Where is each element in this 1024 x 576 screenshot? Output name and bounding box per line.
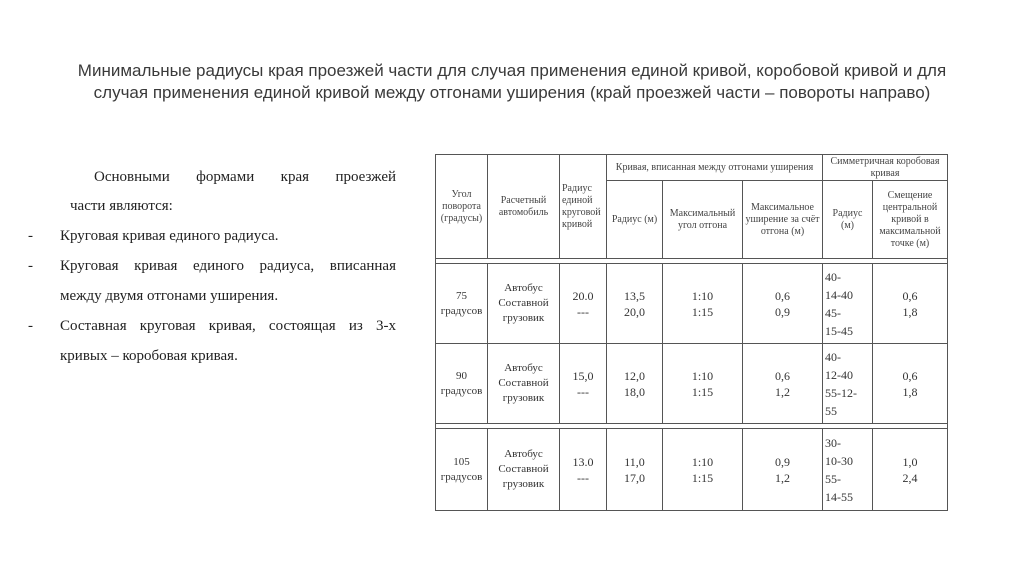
table-row	[436, 429, 948, 511]
header-max-angle: Максимальный угол отгона	[663, 181, 743, 259]
cell-sym-shift	[873, 429, 948, 511]
bullet-item	[28, 221, 396, 251]
value: 2,4	[902, 470, 918, 485]
header-radius-m: Радиус (м)	[607, 181, 663, 259]
value: 1:10	[691, 454, 714, 469]
value: 0,9	[775, 304, 790, 319]
cell-sym-shift	[873, 264, 948, 344]
value: 1,8	[902, 384, 918, 399]
value: ---	[577, 470, 589, 485]
cell-vehicle	[488, 264, 560, 344]
cell-max-angle	[663, 344, 743, 424]
cell-radius	[607, 429, 663, 511]
cell-max-widening	[743, 429, 823, 511]
radius-table	[435, 154, 948, 511]
value: 15-45	[825, 323, 853, 338]
cell-radius-single	[560, 344, 607, 424]
cell-radius	[607, 264, 663, 344]
cell-sym-radius	[823, 264, 873, 344]
value: 0,6	[902, 288, 918, 303]
bullet-text-continued: кривых – коробовая кривая.	[60, 348, 238, 364]
vehicle-bus: Автобус	[504, 448, 543, 460]
bullet-dash: -	[28, 228, 33, 244]
value: 20.0	[572, 288, 594, 303]
value: 55-12-	[825, 385, 857, 400]
header-sym-shift: Смещение центральной кривой в максимальной точке (м)	[873, 181, 948, 259]
header-angle: Угол поворота (градусы)	[436, 155, 488, 259]
cell-max-angle	[663, 264, 743, 344]
cell-angle: 105 градусов	[436, 429, 488, 511]
value: 0,6	[775, 368, 790, 383]
value: 20,0	[624, 304, 645, 319]
value: 55-	[825, 471, 841, 486]
table-row	[436, 344, 948, 424]
text-block	[28, 163, 396, 371]
value: 55	[825, 403, 837, 418]
cell-vehicle	[488, 344, 560, 424]
intro-line: части являются:	[70, 198, 173, 214]
cell-max-widening	[743, 264, 823, 344]
value: 45-	[825, 305, 841, 320]
value: 13.0	[572, 454, 594, 469]
bullet-item	[28, 311, 396, 371]
header-vehicle: Расчетный автомобиль	[488, 155, 560, 259]
vehicle-truck: грузовик	[502, 312, 545, 324]
header-max-widening: Максимальное уширение за счёт отгона (м)	[743, 181, 823, 259]
bullet-text: Круговая кривая единого радиуса, вписанная	[60, 258, 396, 274]
vehicle-bus: Автобус	[504, 362, 543, 374]
value: 14-40	[825, 287, 853, 302]
bullet-text: Составная круговая кривая, состоящая из 3-х	[60, 318, 396, 334]
cell-sym-radius	[823, 429, 873, 511]
cell-radius-single	[560, 429, 607, 511]
value: 1:10	[691, 288, 714, 303]
intro-line: Основными формами края проезжей	[94, 169, 396, 185]
header-group-symmetric: Симметричная коробовая кривая	[823, 155, 948, 181]
vehicle-truck: грузовик	[502, 392, 545, 404]
bullet-item	[28, 251, 396, 311]
value: 13,5	[624, 288, 645, 303]
value: 15,0	[572, 368, 594, 383]
cell-angle: 75 градусов	[436, 264, 488, 344]
value: ---	[577, 384, 589, 399]
value: 40-	[825, 349, 841, 364]
slide-title: Минимальные радиусы края проезжей части для случая применения единой кривой, коробовой кривой и для случая применения единой кривой между отгонами уширения (край проезжей части – повороты направо)	[77, 61, 947, 102]
cell-max-angle	[663, 429, 743, 511]
value: 1:15	[691, 384, 714, 399]
value: 1:15	[691, 470, 714, 485]
value: 0,6	[775, 288, 790, 303]
bullet-text-continued: между двумя отгонами уширения.	[60, 288, 279, 304]
value: 12-40	[825, 367, 853, 382]
value: 11,0	[624, 454, 645, 469]
value: 1:10	[691, 368, 714, 383]
value: 18,0	[624, 384, 645, 399]
value: 1,0	[902, 454, 918, 469]
table-row	[436, 264, 948, 344]
vehicle-composite: Составной	[498, 377, 549, 389]
value: 30-	[825, 435, 841, 450]
cell-angle: 90 градусов	[436, 344, 488, 424]
value: 1:15	[691, 304, 714, 319]
value: 40-	[825, 269, 841, 284]
value: ---	[577, 304, 589, 319]
cell-radius	[607, 344, 663, 424]
vehicle-composite: Составной	[498, 297, 549, 309]
value: 1,2	[775, 470, 790, 485]
bullet-text: Круговая кривая единого радиуса.	[60, 228, 279, 244]
value: 17,0	[624, 470, 645, 485]
vehicle-bus: Автобус	[504, 282, 543, 294]
bullet-dash: -	[28, 258, 33, 274]
header-sym-radius: Радиус (м)	[823, 181, 873, 259]
cell-sym-shift	[873, 344, 948, 424]
vehicle-composite: Составной	[498, 463, 549, 475]
value: 12,0	[624, 368, 645, 383]
cell-max-widening	[743, 344, 823, 424]
value: 1,2	[775, 384, 790, 399]
value: 14-55	[825, 489, 853, 504]
value: 1,8	[902, 304, 918, 319]
vehicle-truck: грузовик	[502, 478, 545, 490]
value: 10-30	[825, 453, 853, 468]
value: 0,6	[902, 368, 918, 383]
value: 0,9	[775, 454, 790, 469]
cell-sym-radius	[823, 344, 873, 424]
header-radius-single: Радиус единой круговой кривой	[560, 155, 607, 259]
header-group-between: Кривая, вписанная между отгонами уширения	[607, 155, 823, 181]
cell-radius-single	[560, 264, 607, 344]
bullet-dash: -	[28, 318, 33, 334]
cell-vehicle	[488, 429, 560, 511]
